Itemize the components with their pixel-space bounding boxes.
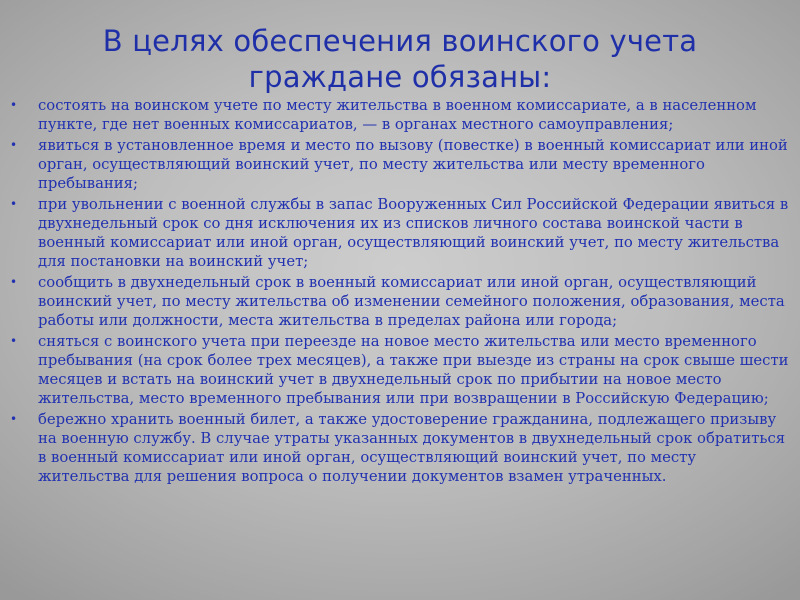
- list-item: [10, 332, 790, 408]
- list-item-text: явиться в установленное время и место по вызову (повестке) в военный комиссариат или иной орган, осуществляющий воинский учет, по месту жительства или месту временного пребывания;: [38, 137, 788, 192]
- bullet-icon: •: [10, 98, 18, 112]
- bullet-icon: •: [10, 334, 18, 348]
- list-item: [10, 410, 790, 486]
- list-item: [10, 195, 790, 271]
- list-item-text: при увольнении с военной службы в запас Вооруженных Сил Российской Федерации явиться в двухнедельный срок со дня исключения их из списков личного состава воинской части в военный комиссариат или иной орган, осуществляющий воинский учет, по месту жительства для постановки на воинский учет;: [38, 196, 789, 270]
- bullet-icon: •: [10, 275, 18, 289]
- bullet-list: [10, 96, 790, 488]
- bullet-icon: •: [10, 138, 18, 152]
- list-item: [10, 96, 790, 134]
- bullet-icon: •: [10, 412, 18, 426]
- list-item-text: сняться с воинского учета при переезде на новое место жительства или место временного пребывания (на срок более трех месяцев), а также при выезде из страны на срок свыше шести месяцев и встать на воинский учет в двухнедельный срок по прибытии на новое место жительства, место временного пребывания или при возвращении в Российскую Федерацию;: [38, 333, 789, 407]
- slide-title-line-2: граждане обязаны:: [248, 60, 552, 94]
- slide-title-line-1: В целях обеспечения воинского учета: [102, 24, 698, 58]
- list-item-text: бережно хранить военный билет, а также удостоверение гражданина, подлежащего призыву на военную службу. В случае утраты указанных документов в двухнедельный срок обратиться в военный комиссариат или иной орган, осуществляющий воинский учет, по месту жительства для решения вопроса о получении документов взамен утраченных.: [38, 411, 786, 485]
- bullet-icon: •: [10, 197, 18, 211]
- list-item: [10, 273, 790, 330]
- list-item: [10, 136, 790, 193]
- slide-title: [0, 23, 800, 95]
- list-item-text: состоять на воинском учете по месту жительства в военном комиссариате, а в населенном пункте, где нет военных комиссариатов, — в органах местного самоуправления;: [38, 97, 757, 133]
- list-item-text: сообщить в двухнедельный срок в военный комиссариат или иной орган, осуществляющий воинский учет, по месту жительства об изменении семейного положения, образования, места работы или должности, места жительства в пределах района или города;: [38, 274, 785, 329]
